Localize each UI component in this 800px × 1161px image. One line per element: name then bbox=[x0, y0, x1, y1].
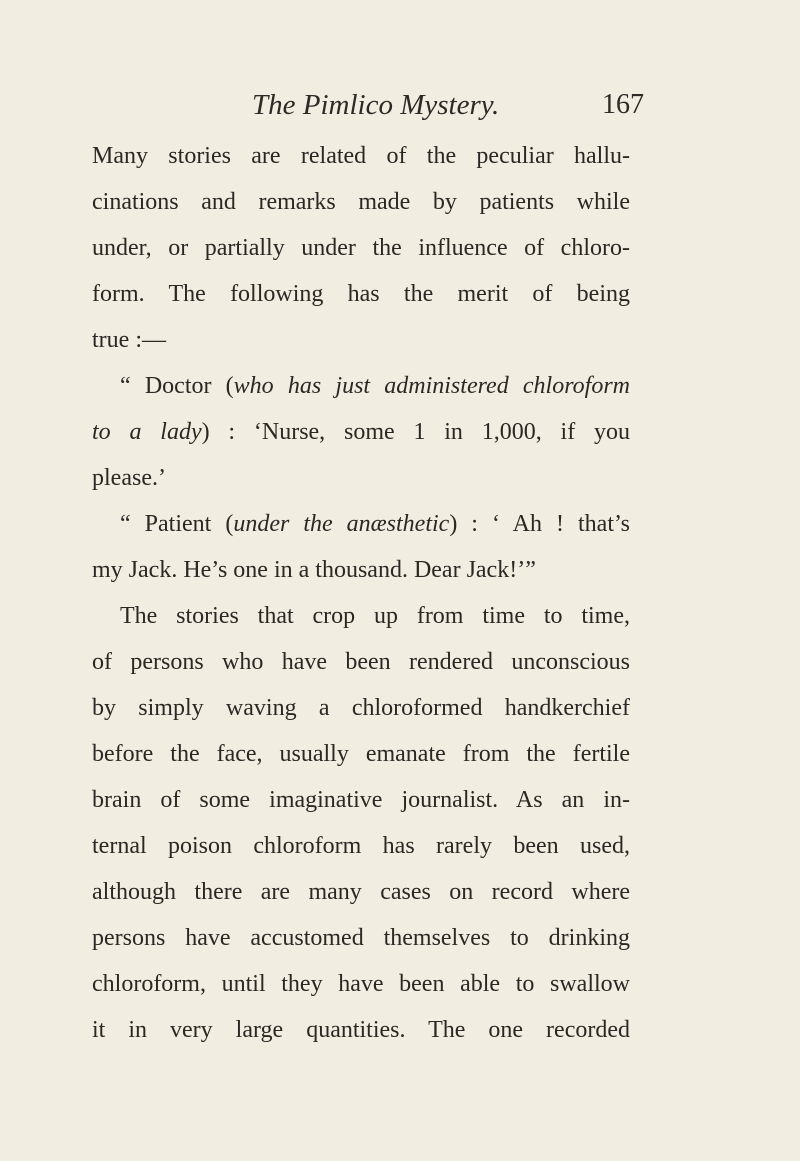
italic-text: who has just administered chloroform bbox=[233, 373, 630, 399]
text-line bbox=[92, 363, 630, 409]
text-line: before the face, usually emanate from the fertile bbox=[92, 741, 630, 767]
text-line: it in very large quantities. The one recorded bbox=[92, 1017, 630, 1043]
text-line: cinations and remarks made by patients while bbox=[92, 189, 630, 215]
text-segment: “ Patient ( bbox=[120, 511, 234, 537]
header-title: The Pimlico Mystery. bbox=[252, 89, 500, 121]
running-head bbox=[0, 88, 800, 128]
text-line: my Jack. He’s one in a thousand. Dear Jack!’” bbox=[92, 557, 536, 583]
page-number: 167 bbox=[602, 89, 644, 120]
text-line: chloroform, until they have been able to swallow bbox=[92, 971, 630, 997]
text-line: persons have accustomed themselves to drinking bbox=[92, 925, 630, 951]
text-line: of persons who have been rendered unconscious bbox=[92, 649, 630, 675]
text-line: brain of some imaginative journalist. As an in- bbox=[92, 787, 630, 813]
text-line: The stories that crop up from time to time, bbox=[120, 603, 630, 629]
body-text bbox=[92, 133, 630, 1053]
text-line: ternal poison chloroform has rarely been used, bbox=[92, 833, 630, 859]
text-line: under, or partially under the influence of chloro- bbox=[92, 235, 630, 261]
text-line: although there are many cases on record where bbox=[92, 879, 630, 905]
text-line: true :— bbox=[92, 327, 166, 353]
text-segment: “ Doctor ( bbox=[120, 373, 234, 399]
text-line: by simply waving a chloroformed handkerchief bbox=[92, 695, 630, 721]
text-line: please.’ bbox=[92, 465, 166, 491]
italic-text: under the anæsthetic bbox=[233, 511, 450, 537]
text-segment: ) : ‘ Ah ! that’s bbox=[449, 511, 630, 537]
text-line: Many stories are related of the peculiar hallu- bbox=[92, 143, 630, 169]
text-line: form. The following has the merit of being bbox=[92, 281, 630, 307]
text-line bbox=[92, 501, 630, 547]
text-segment: ) : ‘Nurse, some 1 in 1,000, if you bbox=[201, 419, 630, 445]
text-line bbox=[92, 409, 630, 455]
italic-text: to a lady bbox=[92, 419, 202, 445]
